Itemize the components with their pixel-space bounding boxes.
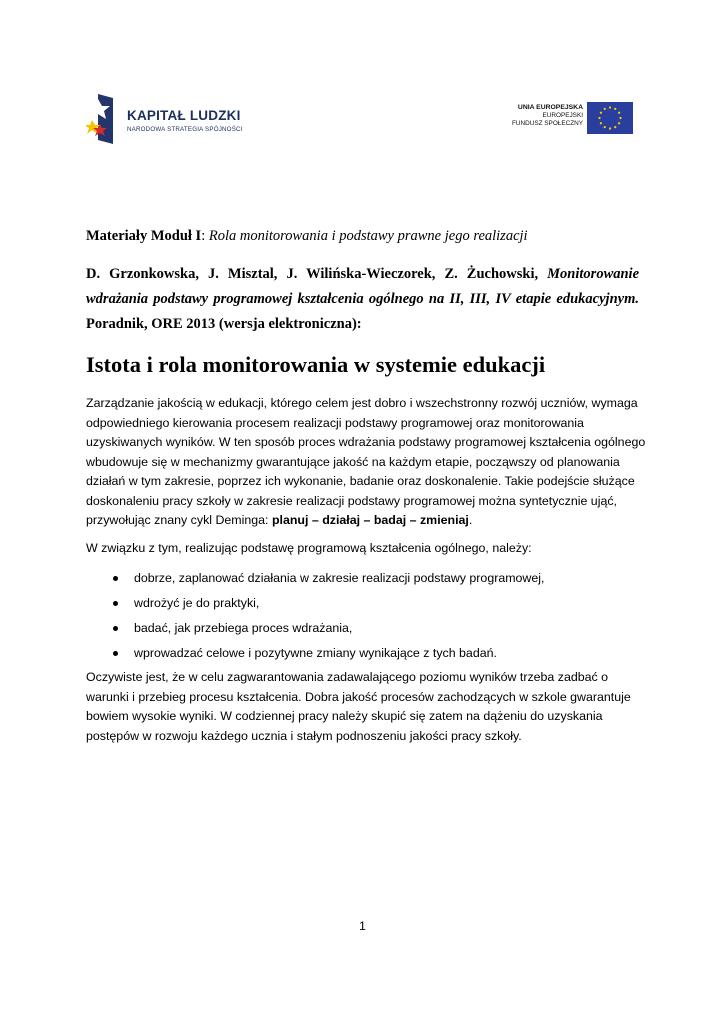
eu-logo-line2: EUROPEJSKI (542, 112, 583, 120)
paragraph-intro-end: . (468, 513, 473, 527)
authors-reference (86, 262, 639, 337)
citation-separator: : (201, 228, 206, 244)
publisher-info: Poradnik, ORE 2013 (wersja elektroniczna): (86, 316, 362, 332)
list-item (86, 642, 646, 667)
action-list (86, 567, 646, 667)
paragraph-conclusion: Oczywiste jest, że w celu zagwarantowania zadawalającego poziomu wyników trzeba zadbać o warunki i przebieg procesu kształcenia. Dobra jakość procesów zachodzących w szkole gwarantuje bowiem wysokie wyniki. W codziennej pracy należy skupić się zatem na dążeniu do uzyskania postępów w rozwoju każdego ucznia i stałym podnoszeniu jakości pracy szkoły. (86, 670, 631, 743)
paragraph-intro (86, 394, 646, 531)
eu-logo-text (512, 104, 583, 129)
eu-logo-line3: FUNDUSZ SPOŁECZNY (511, 120, 583, 128)
bullet-icon (113, 626, 118, 631)
page-number: 1 (359, 919, 366, 933)
bullet-icon (113, 601, 118, 606)
kapital-ludzki-logo (86, 94, 256, 146)
list-item-text: dobrze, zaplanować działania w zakresie realizacji podstawy programowej, (134, 571, 545, 585)
logo-title: KAPITAŁ LUDZKI (127, 108, 241, 123)
eu-flag-icon (587, 102, 633, 134)
list-item-text: wdrożyć je do praktyki, (134, 596, 260, 610)
citation-title: Rola monitorowania i podstawy prawne jego realizacji (208, 228, 528, 244)
list-item (86, 617, 646, 642)
citation-label: Materiały Moduł I (86, 228, 202, 244)
paragraph-lead-in: W związku z tym, realizując podstawę programową kształcenia ogólnego, należy: (86, 541, 532, 555)
book-title: Monitorowanie wdrażania podstawy programowej kształcenia ogólnego na II, III, IV etapie edukacyjnym. (86, 266, 640, 307)
materials-citation (86, 228, 528, 245)
section-heading: Istota i rola monitorowania w systemie edukacji (86, 352, 546, 377)
author-names: D. Grzonkowska, J. Misztal, J. Wilińska-Wieczorek, Z. Żuchowski, (86, 266, 539, 282)
eu-logo-line1: UNIA EUROPEJSKA (517, 104, 583, 111)
kapital-ludzki-mark-icon (86, 94, 116, 144)
bullet-icon (113, 651, 118, 656)
logo-subtitle: NARODOWA STRATEGIA SPÓJNOŚCI (127, 126, 243, 133)
bullet-icon (113, 576, 118, 581)
deming-cycle: planuj – działaj – badaj – zmieniaj (271, 513, 469, 527)
list-item (86, 567, 646, 592)
list-item (86, 592, 646, 617)
eu-efs-logo (505, 102, 635, 136)
list-item-text: wprowadzać celowe i pozytywne zmiany wynikające z tych badań. (134, 646, 497, 660)
paragraph-intro-text: Zarządzanie jakością w edukacji, którego celem jest dobro i wszechstronny rozwój uczniów, wymaga odpowiedniego kierowania procesem realizacji podstawy programowej oraz monitorowania uzyskiwanych wyników. W ten sposób proces wdrażania podstawy programowej kształcenia ogólnego wbudowuje się w mechanizmy gwarantujące jakość na każdym etapie, począwszy od planowania działań w tym zakresie, poprzez ich wykonanie, badanie oraz doskonalenie. Takie podejście służące doskonaleniu pracy szkoły w zakresie realizacji podstawy programowej można syntetycznie ująć, przywołując znany cykl Deminga: (86, 396, 646, 527)
list-item-text: badać, jak przebiega proces wdrażania, (134, 621, 353, 635)
